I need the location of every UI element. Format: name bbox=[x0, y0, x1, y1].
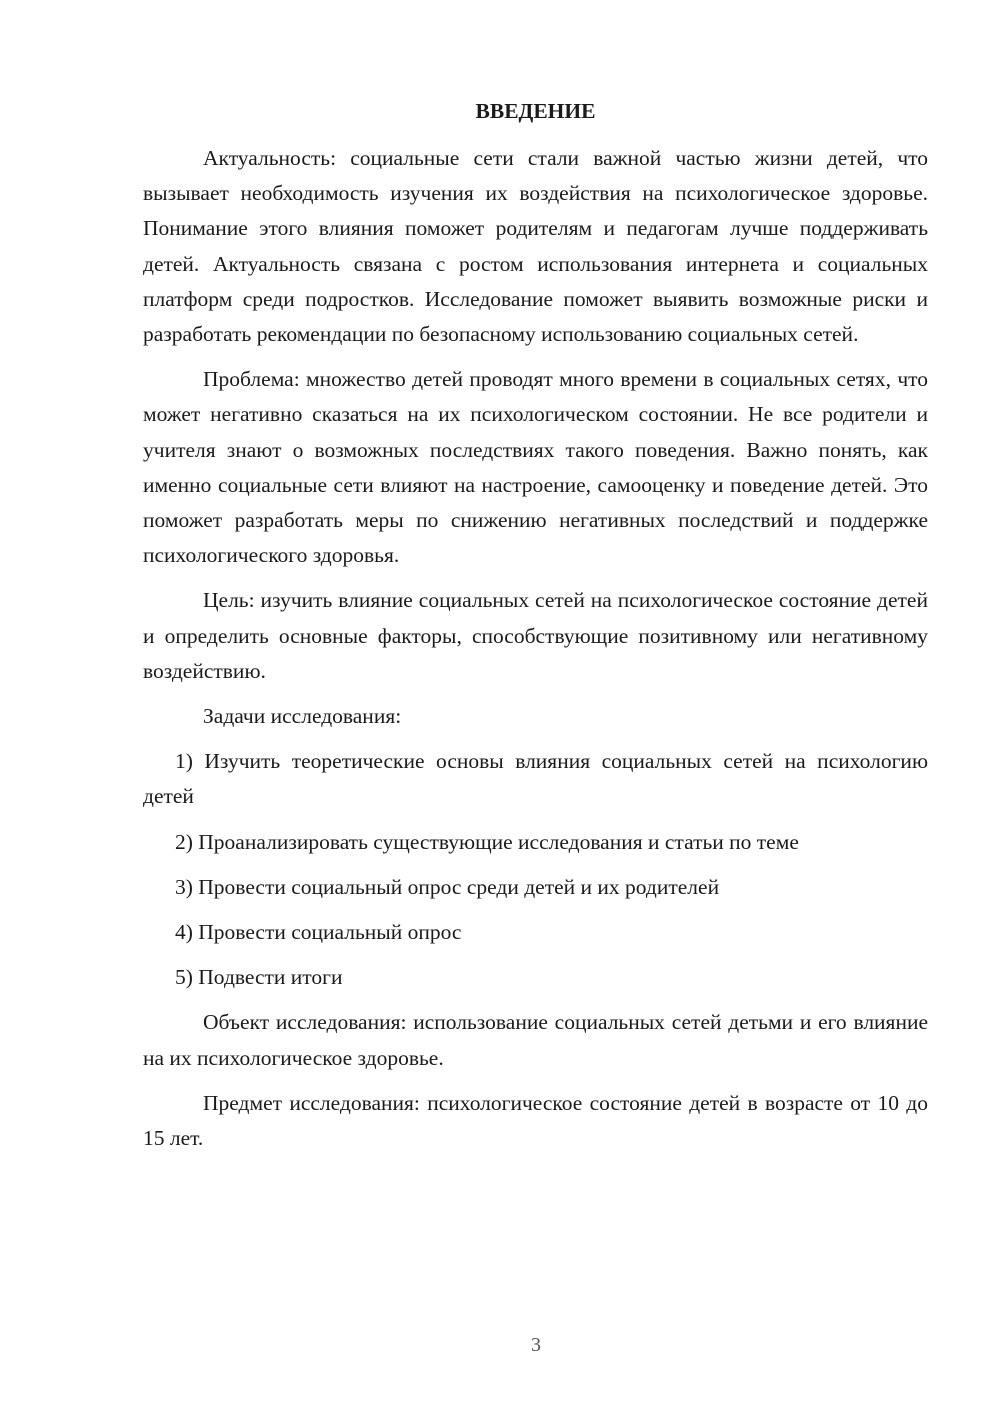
tasks-heading: Задачи исследования: bbox=[203, 704, 402, 729]
task-item: 5) Подвести итоги bbox=[175, 965, 343, 990]
task-item: 3) Провести социальный опрос среди детей и их родителей bbox=[175, 874, 720, 899]
object-paragraph: Объект исследования: использование социальных сетей детьми и его влияние на их психологическое здоровье. bbox=[143, 1010, 928, 1070]
problem-paragraph: Проблема: множество детей проводят много времени в социальных сетях, что может негативно сказаться на их психологическом состоянии. Не все родители и учителя знают о возможных последствиях такого поведения. Важно понять, как именно социальные сети влияют на настроение, самооценку и поведение детей. Это поможет разработать меры по снижению негативных последствий и поддержке психологического здоровья. bbox=[143, 367, 928, 568]
page-content bbox=[143, 95, 928, 1166]
task-item: 2) Проанализировать существующие исследования и статьи по теме bbox=[175, 829, 799, 854]
subject-paragraph: Предмет исследования: психологическое состояние детей в возрасте от 10 до 15 лет. bbox=[143, 1090, 928, 1151]
task-item: 1) Изучить теоретические основы влияния социальных сетей на психологию детей bbox=[143, 749, 928, 809]
task-item: 4) Провести социальный опрос bbox=[175, 920, 462, 945]
relevance-paragraph: Актуальность: социальные сети стали важной частью жизни детей, что вызывает необходимость изучения их воздействия на психологическое здоровье. Понимание этого влияния поможет родителям и педагогам лучше поддерживать детей. Актуальность связана с ростом использования интернета и социальных платформ среди подростков. Исследование поможет выявить возможные риски и разработать рекомендации по безопасному использованию социальных сетей. bbox=[143, 146, 928, 347]
section-title: ВВЕДЕНИЕ bbox=[475, 99, 596, 123]
tasks-list bbox=[143, 744, 928, 995]
page-number: 3 bbox=[531, 1334, 541, 1356]
goal-paragraph: Цель: изучить влияние социальных сетей на психологическое состояние детей и определить основные факторы, способствующие позитивному или негативному воздействию. bbox=[143, 588, 928, 683]
